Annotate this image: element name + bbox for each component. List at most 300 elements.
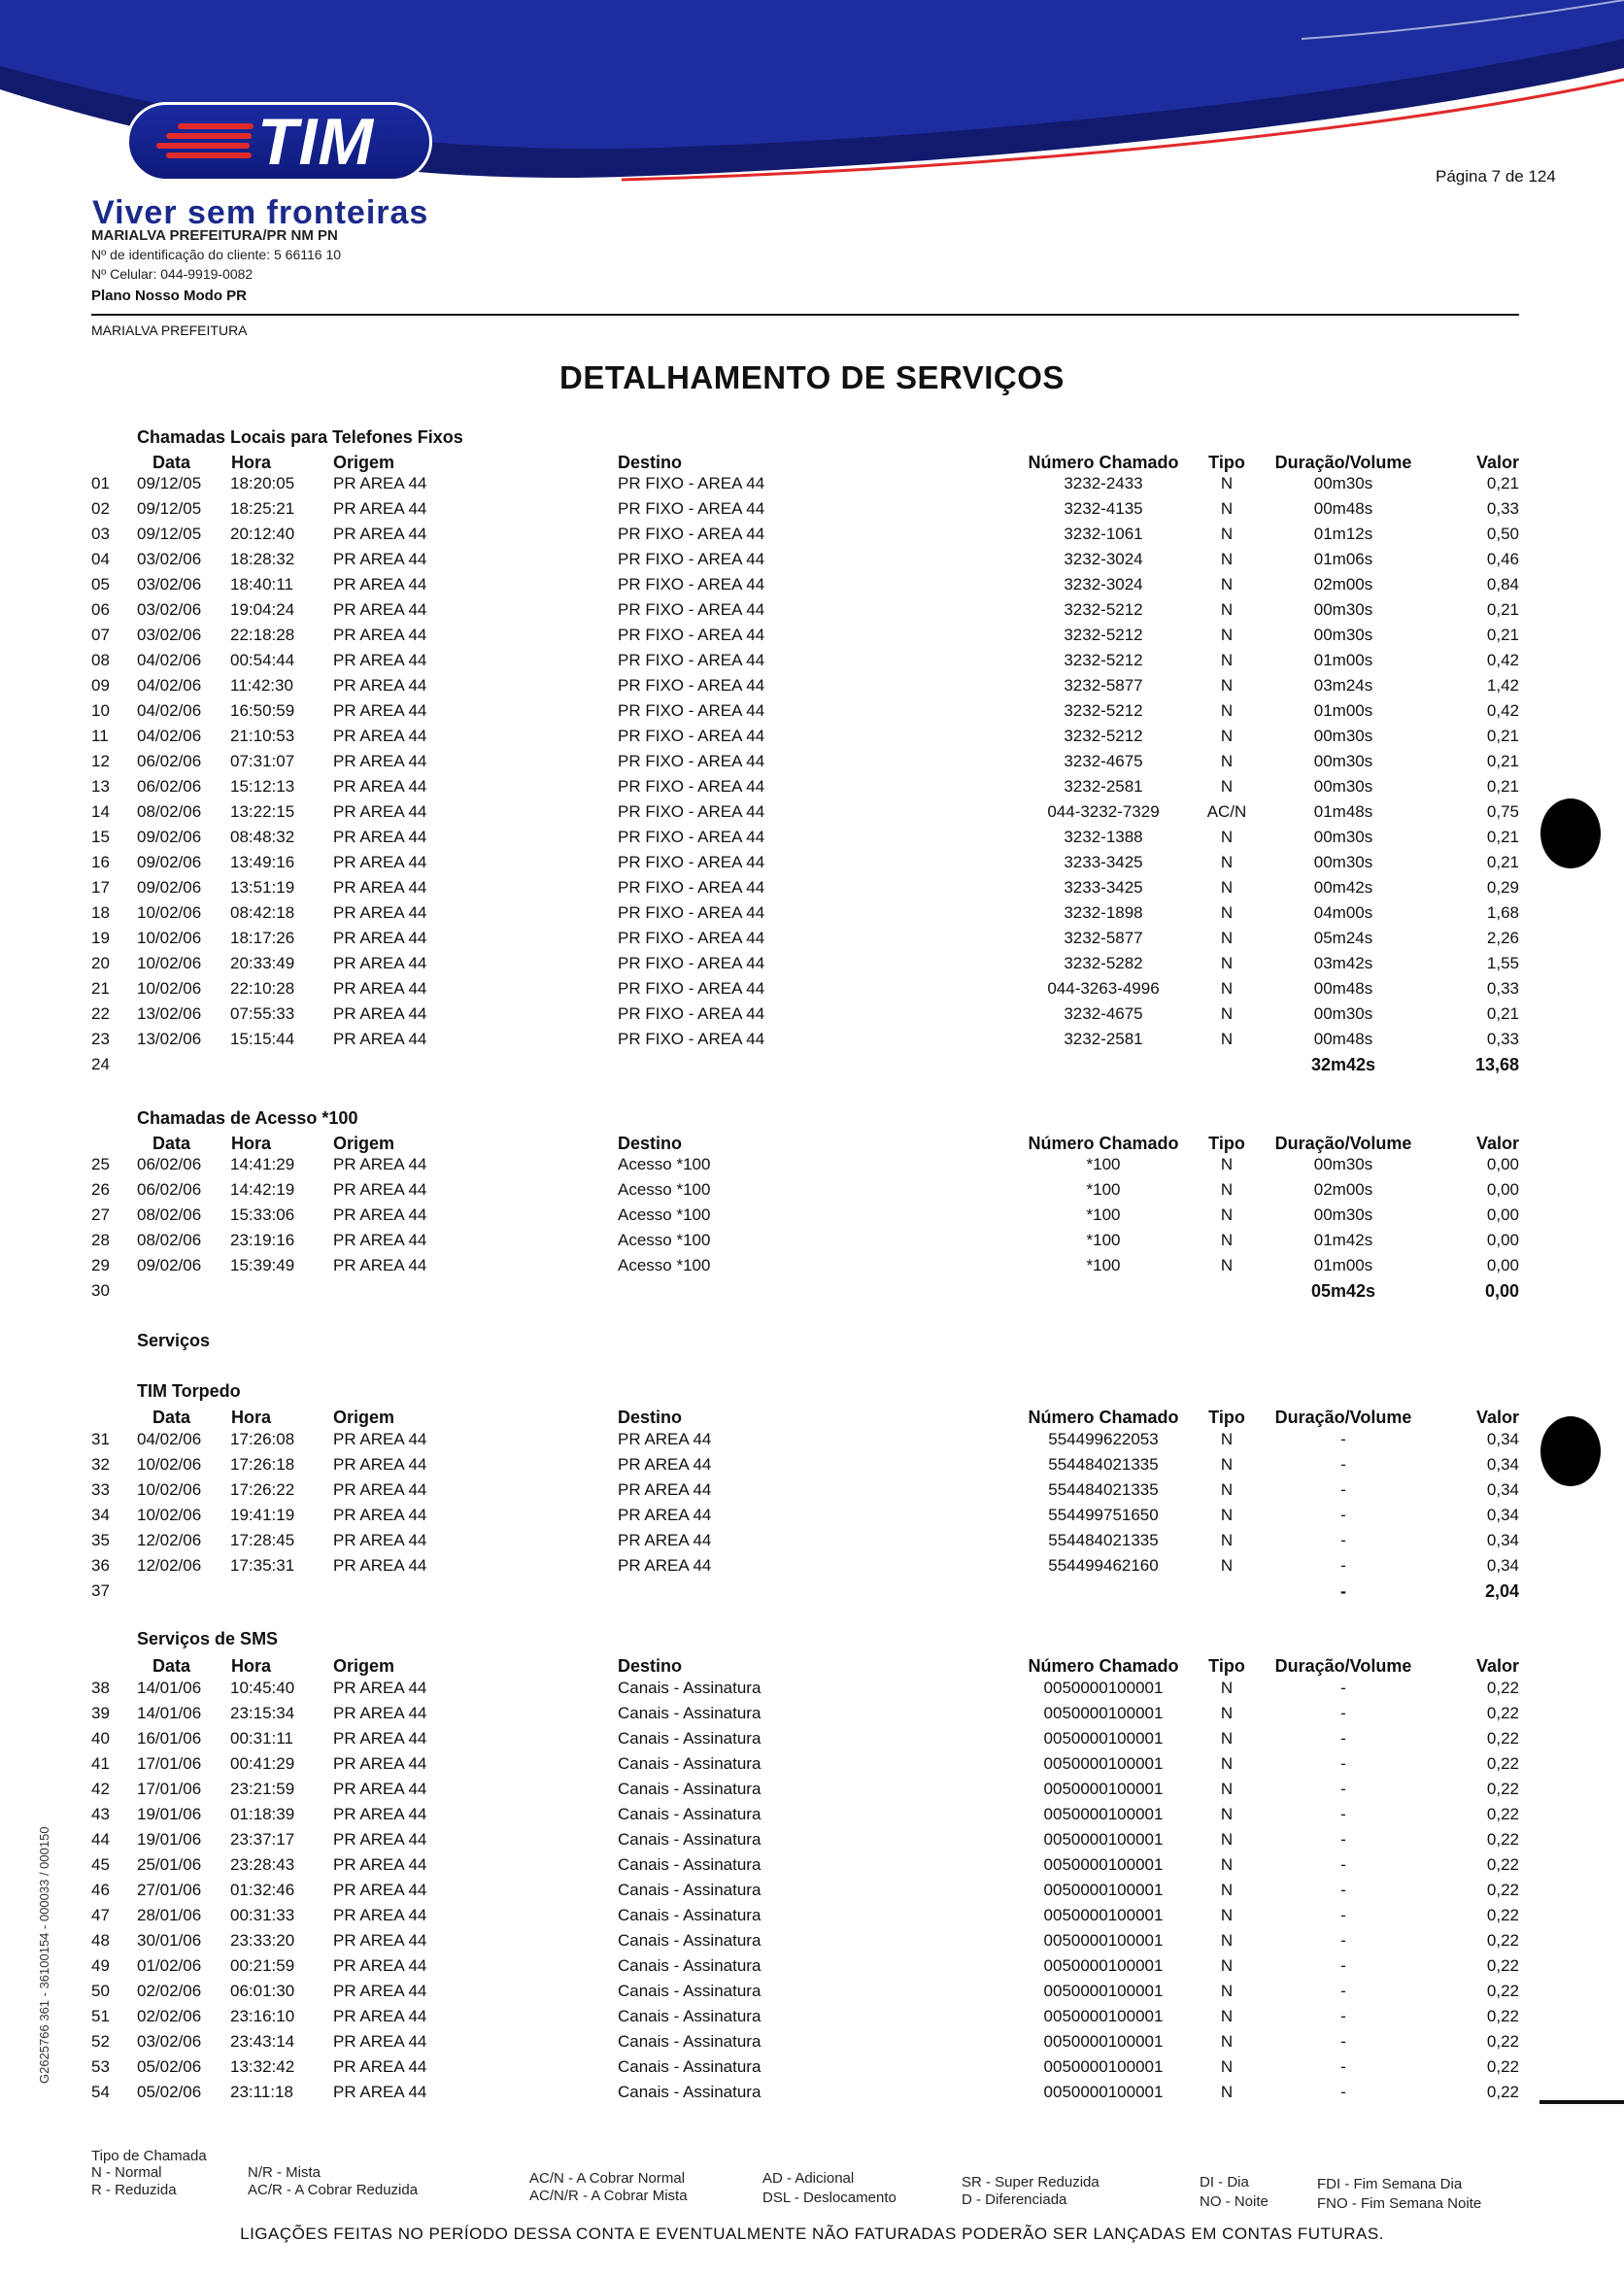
column-header-data: Data [152,1134,191,1153]
cell-dur: 00m48s [1313,979,1373,998]
cell-tipo: N [1220,1004,1234,1023]
cell-dest: PR FIXO - AREA 44 [618,878,765,897]
cell-date: 06/02/06 [137,752,202,770]
cell-date: 12/02/06 [137,1556,202,1575]
legend-title: Tipo de Chamada [91,2148,207,2164]
footer-note: LIGAÇÕES FEITAS NO PERÍODO DESSA CONTA E EVENTUALMENTE NÃO FATURADAS PODERÃO SER LANÇADAS EM CONTAS FUTURAS. [240,2224,1384,2243]
cell-numc: 0050000100001 [1043,1855,1164,1874]
cell-val: 1,55 [1486,954,1519,972]
cell-dest: PR FIXO - AREA 44 [618,777,765,796]
cell-val: 0,34 [1486,1480,1519,1499]
table-row [0,752,1624,777]
column-header-destino: Destino [618,1134,683,1153]
cell-tipo: N [1220,1455,1234,1474]
column-header-data: Data [152,1408,191,1427]
cell-dur: - [1340,1531,1346,1549]
cell-date: 03/02/06 [137,600,202,619]
cell-num: 43 [91,1805,110,1823]
table-row [0,1956,1624,1982]
cell-num: 28 [91,1231,110,1249]
cell-orig: PR AREA 44 [333,1480,427,1499]
cell-numc: 3232-1061 [1064,525,1143,543]
cell-numc: 0050000100001 [1043,2057,1164,2076]
cell-hora: 08:48:32 [230,828,295,846]
cell-dur: - [1340,1556,1346,1575]
table-row [0,1931,1624,1956]
cell-date: 09/02/06 [137,878,202,897]
cell-hora: 00:31:11 [230,1729,293,1748]
table-row [0,1855,1624,1881]
cell-orig: PR AREA 44 [333,575,427,594]
cell-dur: 00m30s [1313,1004,1373,1023]
cell-dur: 04m00s [1313,903,1373,922]
cell-hora: 11:42:30 [230,676,293,695]
cell-hora: 08:42:18 [230,903,295,922]
table-row [0,979,1624,1004]
cell-date: 01/02/06 [137,1956,202,1975]
cell-hora: 23:15:34 [230,1704,295,1722]
cell-numc: 3233-3425 [1064,878,1143,897]
cell-date: 10/02/06 [137,1506,202,1524]
punch-hole [1540,798,1601,868]
column-header-valor: Valor [1475,1656,1519,1676]
cell-dest: Acesso *100 [618,1205,711,1224]
total-row [0,1281,1624,1307]
cell-tipo: N [1220,878,1234,897]
cell-hora: 15:39:49 [230,1256,295,1274]
legend-item: AD - Adicional [762,2170,855,2187]
brand-name: TIM [257,105,375,179]
cell-tipo: N [1220,2032,1234,2051]
cell-orig: PR AREA 44 [333,1982,427,2000]
cell-tipo: N [1220,575,1234,594]
cell-num: 02 [91,499,110,518]
cell-orig: PR AREA 44 [333,903,427,922]
cell-dest: PR FIXO - AREA 44 [618,1004,765,1023]
column-header-destino: Destino [618,1408,683,1427]
cell-hora: 00:54:44 [230,651,295,669]
cell-num: 15 [91,828,110,846]
cell-dest: Acesso *100 [618,1180,711,1199]
cell-num: 04 [91,550,110,568]
section-title: Chamadas Locais para Telefones Fixos [137,427,463,447]
cell-date: 27/01/06 [137,1881,202,1899]
cell-hora: 13:49:16 [230,853,295,871]
cell-dest: PR FIXO - AREA 44 [618,575,765,594]
cell-num: 16 [91,853,110,871]
legend-item: FNO - Fim Semana Noite [1317,2195,1482,2212]
cell-dest: PR FIXO - AREA 44 [618,499,765,518]
cell-val: 0,21 [1486,600,1519,619]
cell-tipo: N [1220,1531,1234,1549]
cell-val: 1,42 [1486,676,1519,695]
cell-orig: PR AREA 44 [333,1931,427,1950]
cell-hora: 17:26:18 [230,1455,295,1474]
cell-dest: Canais - Assinatura [618,1906,761,1924]
cell-dest: PR FIXO - AREA 44 [618,626,765,644]
cell-val: 0,22 [1486,1729,1519,1748]
cell-numc: 554484021335 [1048,1455,1159,1474]
cell-dur: 00m42s [1313,878,1373,897]
cell-dur: - [1340,1830,1346,1849]
cell-val: 0,33 [1486,979,1519,998]
cell-val: 1,68 [1486,903,1519,922]
cell-numc: 0050000100001 [1043,2007,1164,2025]
cell-date: 09/12/05 [137,525,202,543]
cell-date: 06/02/06 [137,1155,202,1173]
cell-numc: 554499462160 [1048,1556,1159,1575]
table-row [0,1982,1624,2007]
customer-name: MARIALVA PREFEITURA [91,323,248,338]
divider [91,314,1519,316]
cell-dur: 01m42s [1313,1231,1373,1249]
cell-dest: Acesso *100 [618,1155,711,1173]
cell-tipo: N [1220,1780,1234,1798]
cell-hora: 23:28:43 [230,1855,295,1874]
cell-dest: PR FIXO - AREA 44 [618,954,765,972]
cell-tipo: N [1220,929,1234,947]
cell-dur: - [1340,1805,1346,1823]
column-header-numero: Número Chamado [1028,1656,1179,1676]
cell-val: 0,22 [1486,1754,1519,1773]
cell-date: 17/01/06 [137,1754,202,1773]
cell-dur: 01m06s [1313,550,1373,568]
cell-dest: Canais - Assinatura [618,1754,761,1773]
column-header-valor: Valor [1475,453,1519,472]
cell-numc: 0050000100001 [1043,1830,1164,1849]
cell-orig: PR AREA 44 [333,1004,427,1023]
cell-numc: 0050000100001 [1043,1881,1164,1899]
cell-dest: PR FIXO - AREA 44 [618,474,765,492]
cell-date: 03/02/06 [137,2032,202,2051]
cell-orig: PR AREA 44 [333,1881,427,1899]
slogan: Viver sem fronteiras [92,194,429,231]
cell-val: 0,33 [1486,1030,1519,1048]
cell-orig: PR AREA 44 [333,1205,427,1224]
cell-dur: - [1340,1679,1346,1697]
cell-dur: - [1340,1754,1346,1773]
total-duration: 05m42s [1310,1281,1376,1301]
cell-dur: - [1340,2007,1346,2025]
cell-val: 0,34 [1486,1430,1519,1448]
cell-val: 0,33 [1486,499,1519,518]
column-header-origem: Origem [333,1656,395,1676]
cell-numc: 0050000100001 [1043,1956,1164,1975]
cell-date: 10/02/06 [137,1455,202,1474]
cell-tipo: N [1220,474,1234,492]
table-row [0,550,1624,575]
cell-num: 33 [91,1480,110,1499]
cell-hora: 17:35:31 [230,1556,295,1575]
cell-numc: 3232-5212 [1064,626,1143,644]
cell-number: Nº Celular: 044-9919-0082 [91,266,254,282]
cell-numc: *100 [1086,1180,1121,1199]
cell-val: 0,22 [1486,2057,1519,2076]
column-header-duracao: Duração/Volume [1274,1134,1412,1153]
cell-val: 0,21 [1486,474,1519,492]
cell-tipo: N [1220,1256,1234,1274]
cell-num: 10 [91,701,110,720]
cell-dur: 00m30s [1313,1155,1373,1173]
cell-numc: 0050000100001 [1043,1906,1164,1924]
cell-num: 39 [91,1704,110,1722]
cell-val: 2,26 [1486,929,1519,947]
table-row [0,1205,1624,1231]
cell-tipo: N [1220,1830,1234,1849]
cell-numc: 554484021335 [1048,1480,1159,1499]
cell-val: 0,42 [1486,651,1519,669]
cell-dur: 03m42s [1313,954,1373,972]
cell-dest: Canais - Assinatura [618,1729,761,1748]
cell-dest: Canais - Assinatura [618,1881,761,1899]
total-row [0,1055,1624,1080]
cell-hora: 15:12:13 [230,777,295,796]
cell-orig: PR AREA 44 [333,1155,427,1173]
cell-orig: PR AREA 44 [333,1855,427,1874]
cell-orig: PR AREA 44 [333,1531,427,1549]
cell-num: 41 [91,1754,110,1773]
cell-numc: 3232-5282 [1064,954,1143,972]
cell-dur: - [1340,1780,1346,1798]
cell-dur: 01m48s [1313,802,1373,821]
cell-tipo: N [1220,525,1234,543]
legend-item: N/R - Mista [248,2164,321,2181]
cell-num: 54 [91,2083,110,2101]
cell-numc: 0050000100001 [1043,1931,1164,1950]
total-value: 13,68 [1474,1055,1519,1074]
table-row [0,1455,1624,1480]
cell-hora: 17:26:22 [230,1480,295,1499]
cell-num: 27 [91,1205,110,1224]
cell-num: 20 [91,954,110,972]
cell-orig: PR AREA 44 [333,1780,427,1798]
cell-val: 0,22 [1486,1881,1519,1899]
cell-val: 0,22 [1486,1855,1519,1874]
cell-val: 0,21 [1486,853,1519,871]
cell-dur: - [1340,1480,1346,1499]
cell-date: 04/02/06 [137,676,202,695]
cell-date: 04/02/06 [137,1430,202,1448]
cell-orig: PR AREA 44 [333,1556,427,1575]
cell-date: 04/02/06 [137,701,202,720]
cell-num: 17 [91,878,110,897]
cell-val: 0,22 [1486,1956,1519,1975]
cell-hora: 23:21:59 [230,1780,295,1798]
cell-orig: PR AREA 44 [333,701,427,720]
cell-orig: PR AREA 44 [333,1729,427,1748]
cell-orig: PR AREA 44 [333,1830,427,1849]
cell-date: 13/02/06 [137,1004,202,1023]
cell-date: 02/02/06 [137,1982,202,2000]
cell-orig: PR AREA 44 [333,676,427,695]
cell-dur: 03m24s [1313,676,1373,695]
cell-date: 10/02/06 [137,903,202,922]
cell-num: 03 [91,525,110,543]
cell-dest: PR FIXO - AREA 44 [618,929,765,947]
cell-dest: Canais - Assinatura [618,1679,761,1697]
cell-dest: PR FIXO - AREA 44 [618,727,765,745]
table-row [0,1004,1624,1030]
cell-num: 18 [91,903,110,922]
cell-hora: 17:28:45 [230,1531,295,1549]
cell-tipo: N [1220,499,1234,518]
cell-num: 52 [91,2032,110,2051]
cell-dest: PR FIXO - AREA 44 [618,979,765,998]
cell-num: 12 [91,752,110,770]
table-row [0,1679,1624,1704]
cell-num: 23 [91,1030,110,1048]
cell-dur: 00m30s [1313,626,1373,644]
cell-orig: PR AREA 44 [333,525,427,543]
row-number: 30 [91,1281,110,1300]
cell-num: 45 [91,1855,110,1874]
scan-edge-mark [1539,2100,1624,2104]
cell-numc: 3232-4675 [1064,1004,1143,1023]
cell-numc: *100 [1086,1205,1121,1224]
cell-dur: - [1340,1704,1346,1722]
cell-date: 09/02/06 [137,828,202,846]
cell-hora: 17:26:08 [230,1430,295,1448]
cell-dur: - [1340,2083,1346,2101]
column-header-destino: Destino [618,453,683,472]
table-row [0,777,1624,802]
cell-num: 49 [91,1956,110,1975]
cell-numc: 3232-4675 [1064,752,1143,770]
cell-num: 46 [91,1881,110,1899]
cell-num: 34 [91,1506,110,1524]
table-row [0,954,1624,979]
cell-date: 30/01/06 [137,1931,202,1950]
table-row [0,525,1624,550]
cell-orig: PR AREA 44 [333,1231,427,1249]
table-row [0,1430,1624,1455]
cell-date: 03/02/06 [137,550,202,568]
cell-dur: 00m30s [1313,474,1373,492]
column-header-hora: Hora [231,1408,272,1427]
cell-dur: 02m00s [1313,1180,1373,1199]
cell-num: 38 [91,1679,110,1697]
cell-val: 0,34 [1486,1556,1519,1575]
cell-numc: 0050000100001 [1043,2083,1164,2101]
cell-dur: 01m12s [1313,525,1373,543]
column-header-data: Data [152,1656,191,1676]
cell-orig: PR AREA 44 [333,1956,427,1975]
cell-num: 11 [91,727,109,745]
table-row [0,853,1624,878]
column-header-destino: Destino [618,1656,683,1676]
cell-dest: PR FIXO - AREA 44 [618,701,765,720]
cell-tipo: AC/N [1206,802,1247,821]
cell-hora: 19:41:19 [230,1506,295,1524]
cell-date: 06/02/06 [137,777,202,796]
column-header-valor: Valor [1475,1408,1519,1427]
column-header-hora: Hora [231,1656,272,1676]
cell-dest: PR FIXO - AREA 44 [618,802,765,821]
cell-val: 0,22 [1486,1830,1519,1849]
cell-dur: 00m30s [1313,1205,1373,1224]
cell-dur: - [1340,1729,1346,1748]
cell-orig: PR AREA 44 [333,2007,427,2025]
cell-val: 0,00 [1486,1256,1519,1274]
cell-date: 08/02/06 [137,802,202,821]
cell-numc: 044-3263-4996 [1047,979,1160,998]
legend-item: DI - Dia [1200,2174,1249,2190]
cell-num: 09 [91,676,110,695]
cell-val: 0,84 [1486,575,1519,594]
cell-tipo: N [1220,1205,1234,1224]
plan-name: Plano Nosso Modo PR [91,288,248,304]
cell-tipo: N [1220,1430,1234,1448]
cell-orig: PR AREA 44 [333,651,427,669]
cell-dest: PR AREA 44 [618,1480,712,1499]
cell-dest: PR FIXO - AREA 44 [618,1030,765,1048]
cell-val: 0,00 [1486,1155,1519,1173]
cell-dur: 00m48s [1313,499,1373,518]
cell-numc: *100 [1086,1231,1121,1249]
cell-numc: *100 [1086,1256,1121,1274]
cell-num: 36 [91,1556,110,1575]
table-row [0,1805,1624,1830]
cell-dest: Canais - Assinatura [618,2083,761,2101]
cell-tipo: N [1220,752,1234,770]
cell-num: 05 [91,575,110,594]
cell-dest: Canais - Assinatura [618,1805,761,1823]
cell-hora: 23:16:10 [230,2007,295,2025]
cell-dur: - [1340,1430,1346,1448]
cell-num: 13 [91,777,110,796]
cell-date: 16/01/06 [137,1729,202,1748]
cell-num: 25 [91,1155,110,1173]
cell-dur: - [1340,1931,1346,1950]
cell-date: 25/01/06 [137,1855,202,1874]
cell-date: 10/02/06 [137,1480,202,1499]
column-header-duracao: Duração/Volume [1274,1408,1412,1427]
cell-tipo: N [1220,1030,1234,1048]
column-header-origem: Origem [333,1408,395,1427]
column-header-valor: Valor [1475,1134,1519,1153]
table-row [0,802,1624,828]
cell-val: 0,00 [1486,1180,1519,1199]
cell-hora: 19:04:24 [230,600,295,619]
table-row [0,1704,1624,1729]
cell-tipo: N [1220,1480,1234,1499]
cell-orig: PR AREA 44 [333,626,427,644]
cell-orig: PR AREA 44 [333,1455,427,1474]
table-row [0,1729,1624,1754]
table-row [0,1780,1624,1805]
cell-val: 0,22 [1486,1679,1519,1697]
cell-dest: PR AREA 44 [618,1556,712,1575]
cell-dur: - [1340,2057,1346,2076]
cell-dur: - [1340,1956,1346,1975]
cell-orig: PR AREA 44 [333,777,427,796]
cell-dest: PR FIXO - AREA 44 [618,903,765,922]
cell-val: 0,22 [1486,2083,1519,2101]
cell-dur: 02m00s [1313,575,1373,594]
section-title: Serviços de SMS [137,1629,279,1648]
table-row [0,1556,1624,1581]
cell-date: 10/02/06 [137,929,202,947]
cell-val: 0,75 [1486,802,1519,821]
cell-dur: - [1340,1906,1346,1924]
cell-hora: 23:19:16 [230,1231,295,1249]
table-row [0,1830,1624,1855]
cell-dest: Canais - Assinatura [618,2057,761,2076]
cell-date: 04/02/06 [137,727,202,745]
cell-tipo: N [1220,777,1234,796]
cell-date: 09/12/05 [137,499,202,518]
legend-item: NO - Noite [1200,2193,1269,2210]
